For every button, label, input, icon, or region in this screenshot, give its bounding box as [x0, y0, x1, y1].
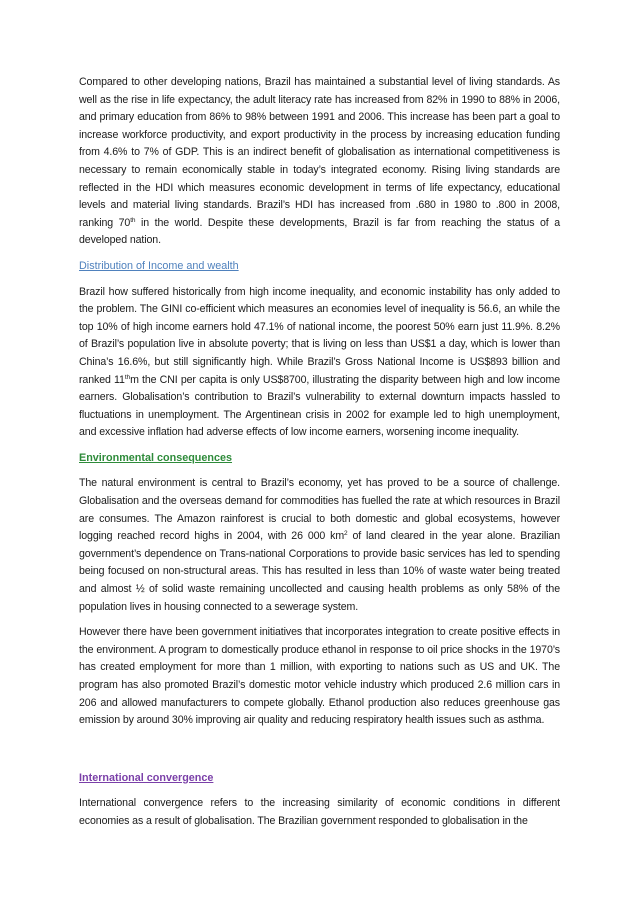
- superscript: th: [124, 373, 131, 381]
- paragraph-text: The natural environment is central to Brazil’s economy, yet has proved to be a source of challenge. Globalisation and the overseas demand for commodities has fuelled the rate at which resources in Brazil are consumes. The Amazon rainforest is crucial to both domestic and global ecosystems, however logging reached record highs in 2004, with 26 000 km: [79, 477, 560, 543]
- heading-distribution-of-income: Distribution of Income and wealth: [79, 259, 239, 272]
- superscript: 2: [344, 530, 348, 538]
- paragraph-text: in the world. Despite these developments, Brazil is far from reaching the status of a developed nation.: [79, 216, 561, 247]
- paragraph-text: Compared to other developing nations, Brazil has maintained a substantial level of living standards. As well as the rise in life expectancy, the adult literacy rate has increased from 82% in 1990 to 88% in 2006, and primary education from 86% to 98% between 1991 and 2006. This increase has been part a goal to increase workforce productivity, and export productivity in the process by increasing education funding from 4.6% to 7% of GDP. This is an indirect benefit of globalisation as international competitiveness is necessary to remain economically stable in today’s integrated economy. Rising living standards are reflected in the HDI which measures economic development in terms of life expectancy, educational levels and material living standards. Brazil’s HDI has increased from .680 in 1980 to .800 in 2008, ranking 70: [79, 76, 560, 229]
- paragraph-government-initiatives: However there have been government initiatives that incorporates integration to create positive effects in the environment. A program to domestically produce ethanol in response to oil price shocks in the 1970’s has created employment for more than 1 million, with exporting to nations such as US and UK. The program has also promoted Brazil’s domestic motor vehicle industry which produced 2.6 million cars in 206 and allowed manufacturers to compete globally. Ethanol production also reduces greenhouse gas emission by around 30% improving air quality and reducing respiratory health issues such as asthma.: [79, 626, 560, 727]
- paragraph-text: Brazil how suffered historically from high income inequality, and economic instability has only added to the problem. The GINI co-efficient which measures an economies level of inequality is 56.6, an while the top 10% of high income earners hold 47.1% of national income, the poorest 50% earn just 11.9%. 8.2% of Brazil’s population live in absolute poverty; that is living on less than US$1 a day, which is lower than China’s 16.6%, but still significantly high. While Brazil’s Gross National Income is US$893 billion and ranked 11: [79, 285, 560, 386]
- paragraph-living-standards: [79, 74, 560, 250]
- paragraph-natural-environment: [79, 475, 560, 616]
- paragraph-text: m the CNI per capita is only US$8700, illustrating the disparity between high and low income earners. Globalisation’s contribution to Brazil’s vulnerability to external downturn impacts hassled to fluctuations in unemployment. The Argentinean crisis in 2002 for example led to high unemployment, and excessive inflation had adverse effects of low income earners, worsening income inequality.: [79, 373, 561, 439]
- heading-environmental-consequences: Environmental consequences: [79, 451, 233, 464]
- paragraph-text: of land cleared in the year alone. Brazilian government’s dependence on Trans-national Corporations to provide basic services has led to spending being focused on non-structural areas. This has resulted in less than 10% of waste water being treated and almost ½ of solid waste remaining uncollected and causing health problems as only 58% of the population lives in housing connected to a sewerage system.: [79, 530, 560, 613]
- paragraph-international-convergence: International convergence refers to the increasing similarity of economic conditions in different economies as a result of globalisation. The Brazilian government responded to globalisation in the: [79, 797, 560, 827]
- paragraph-income-inequality: [79, 284, 560, 442]
- heading-international-convergence: International convergence: [79, 771, 214, 784]
- superscript: th: [130, 216, 136, 224]
